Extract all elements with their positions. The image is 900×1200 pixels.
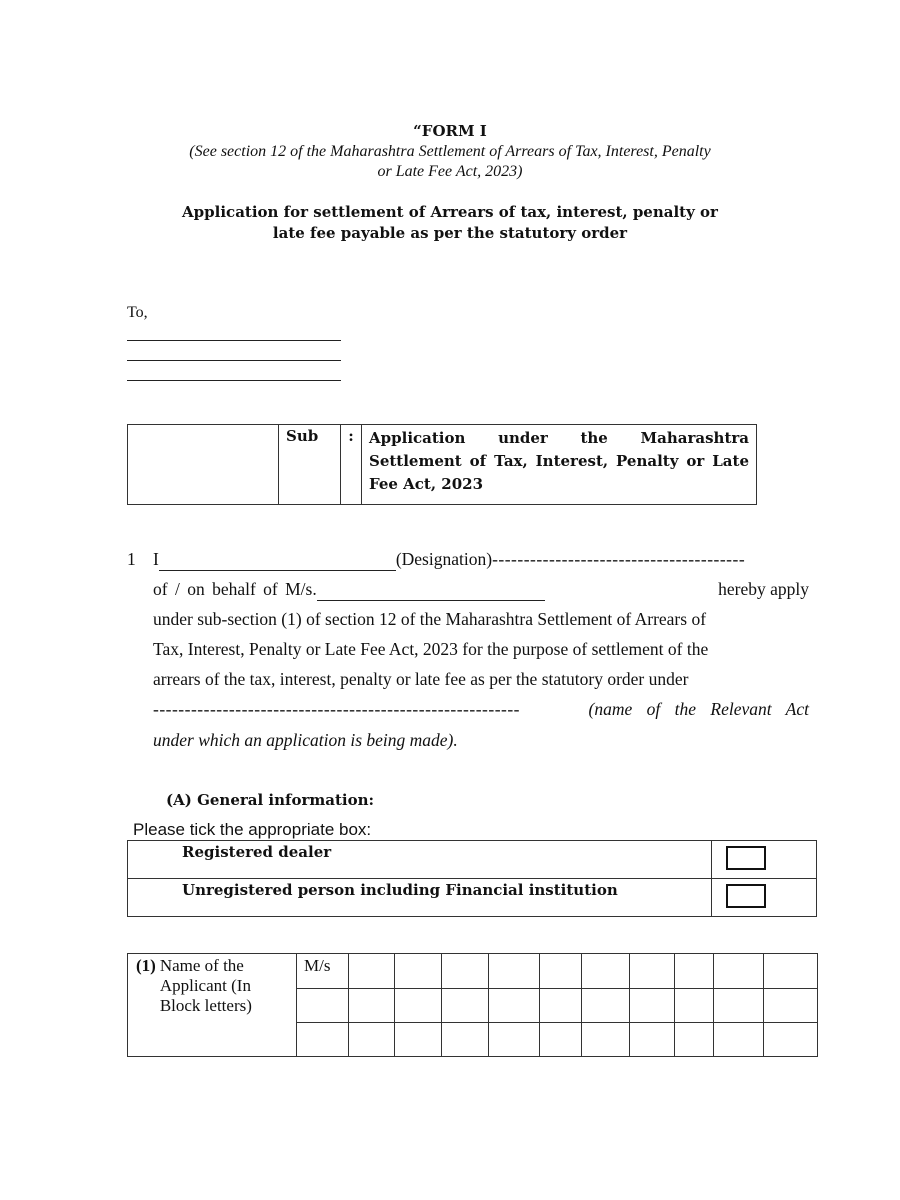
declaration-dashes: ----------------------------------------: [492, 549, 746, 569]
declaration-line-6: [153, 699, 809, 720]
letter-box[interactable]: [489, 1023, 540, 1057]
subject-text-cell: [362, 425, 757, 505]
declaration-number: 1: [127, 549, 136, 569]
relevant-act-blank[interactable]: ----------------------------------------------------------: [153, 699, 521, 719]
letter-box[interactable]: [349, 1023, 395, 1057]
declaration-line-7: under which an application is being made).: [153, 730, 458, 750]
letter-box[interactable]: [442, 954, 489, 989]
applicant-name-number: (1): [136, 956, 156, 975]
letter-box[interactable]: [764, 954, 818, 989]
declaration-line-2: [153, 579, 809, 601]
section-reference-line2: or Late Fee Act, 2023): [377, 163, 523, 180]
letter-box[interactable]: [582, 1023, 630, 1057]
letter-box[interactable]: [349, 989, 395, 1023]
to-label: To,: [127, 304, 148, 321]
letter-box[interactable]: [675, 1023, 714, 1057]
subject-text: Application under the Maharashtra Settlement of Tax, Interest, Penalty or Late Fee Act, 2023: [369, 429, 749, 493]
subject-label: Sub: [279, 425, 341, 505]
option-row-registered: [128, 841, 817, 879]
letter-box[interactable]: [489, 989, 540, 1023]
option-label-registered: Registered dealer: [128, 841, 712, 879]
declaration-i: I: [153, 549, 159, 569]
applicant-name-table: [127, 953, 818, 1057]
unregistered-person-checkbox[interactable]: [726, 884, 766, 908]
option-checkbox-cell: [712, 841, 817, 879]
applicant-name-label-cell: [128, 954, 297, 1057]
designation-label: (Designation): [395, 549, 493, 569]
address-line-1[interactable]: [127, 340, 341, 341]
application-title-line1: Application for settlement of Arrears of tax, interest, penalty or: [182, 203, 718, 221]
address-line-2[interactable]: [127, 360, 341, 361]
letter-box[interactable]: [764, 989, 818, 1023]
letter-box[interactable]: [630, 1023, 675, 1057]
name-blank[interactable]: [159, 549, 396, 571]
letter-box[interactable]: [630, 989, 675, 1023]
letter-box[interactable]: [714, 1023, 764, 1057]
letter-box[interactable]: [540, 954, 582, 989]
letter-box[interactable]: [395, 954, 442, 989]
letter-box[interactable]: [630, 954, 675, 989]
on-behalf-label: of / on behalf of M/s.: [153, 579, 317, 599]
applicant-type-table: [127, 840, 817, 917]
declaration-line-3: under sub-section (1) of section 12 of the Maharashtra Settlement of Arrears of: [153, 609, 707, 629]
tick-instruction: Please tick the appropriate box:: [133, 820, 372, 839]
letter-box[interactable]: [442, 989, 489, 1023]
general-info-title: General information:: [197, 791, 375, 809]
letter-box[interactable]: [489, 954, 540, 989]
letter-box[interactable]: [714, 954, 764, 989]
letter-box[interactable]: [297, 1023, 349, 1057]
declaration-line-1: [153, 549, 809, 571]
firm-name-blank[interactable]: [317, 579, 545, 601]
form-title: “FORM I: [413, 122, 487, 140]
section-reference-line1: (See section 12 of the Maharashtra Settlement of Arrears of Tax, Interest, Penalty: [189, 143, 711, 160]
hereby-apply: hereby apply: [718, 579, 809, 599]
registered-dealer-checkbox[interactable]: [726, 846, 766, 870]
letter-box[interactable]: [297, 989, 349, 1023]
declaration-line-5: arrears of the tax, interest, penalty or late fee as per the statutory order under: [153, 669, 689, 689]
letter-box[interactable]: [442, 1023, 489, 1057]
ms-prefix: M/s: [297, 954, 349, 989]
relevant-act-note: (name of the Relevant Act: [588, 699, 809, 719]
letter-box[interactable]: [540, 1023, 582, 1057]
option-row-unregistered: [128, 879, 817, 917]
declaration-line-4: Tax, Interest, Penalty or Late Fee Act, 2023 for the purpose of settlement of the: [153, 639, 709, 659]
letter-box[interactable]: [675, 954, 714, 989]
letter-box[interactable]: [764, 1023, 818, 1057]
general-info-heading: [166, 791, 374, 809]
application-title-line2: late fee payable as per the statutory order: [272, 224, 628, 242]
letter-box[interactable]: [540, 989, 582, 1023]
subject-blank-cell: [128, 425, 279, 505]
letter-box[interactable]: [395, 989, 442, 1023]
option-checkbox-cell: [712, 879, 817, 917]
subject-table: [127, 424, 757, 505]
letter-box[interactable]: [675, 989, 714, 1023]
letter-box[interactable]: [582, 989, 630, 1023]
letter-box[interactable]: [582, 954, 630, 989]
general-info-letter: (A): [166, 791, 192, 809]
letter-box[interactable]: [395, 1023, 442, 1057]
address-line-3[interactable]: [127, 380, 341, 381]
letter-box[interactable]: [349, 954, 395, 989]
option-label-unregistered: Unregistered person including Financial institution: [128, 879, 712, 917]
subject-colon: :: [341, 425, 362, 505]
letter-box[interactable]: [714, 989, 764, 1023]
applicant-name-label: Name of the Applicant (In Block letters): [159, 956, 252, 1015]
